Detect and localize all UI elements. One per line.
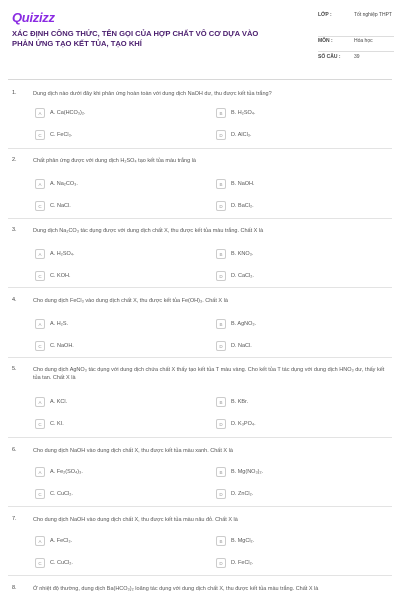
question-text: Ở nhiệt độ thường, dung dịch Ba(HCO₃)₂ loãng tác dụng với dung dịch chất X, thu được kết tủa màu trắng. Chất X là [33, 586, 319, 592]
option-d[interactable] [216, 419, 381, 431]
option-b[interactable] [216, 249, 381, 261]
option-a[interactable] [35, 536, 200, 548]
option-text: B. NaOH. [231, 180, 255, 187]
option-c[interactable] [35, 341, 200, 353]
option-b[interactable] [216, 467, 381, 479]
question-text: Chất phản ứng được với dung dịch H₂SO₄ tạo kết tủa màu trắng là [33, 158, 196, 164]
option-a[interactable] [35, 319, 200, 331]
option-text: C. CuCl₂. [50, 490, 73, 497]
meta-divider [318, 51, 394, 52]
question-divider [8, 148, 392, 149]
option-key-box: B [216, 319, 226, 329]
option-d[interactable] [216, 130, 381, 142]
option-text: B. MgCl₂. [231, 537, 255, 544]
option-text: D. AlCl₃. [231, 131, 252, 138]
subject-label: MÔN : [318, 38, 333, 44]
option-key-box: A [35, 108, 45, 118]
option-key-box: C [35, 489, 45, 499]
meta-divider [318, 36, 394, 37]
option-b[interactable] [216, 179, 381, 191]
count-label: SỐ CÂU : [318, 54, 341, 60]
option-key-box: A [35, 397, 45, 407]
question-text: Cho dung dịch NaOH vào dung dịch chất X, thu được kết tủa màu nâu đỏ. Chất X là [33, 517, 238, 523]
option-key-box: B [216, 179, 226, 189]
option-text: A. KCl. [50, 398, 68, 405]
option-c[interactable] [35, 489, 200, 501]
option-text: D. FeCl₂. [231, 559, 254, 566]
question-number: 5. [12, 366, 17, 372]
option-text: C. CuCl₂. [50, 559, 73, 566]
option-text: D. K₃PO₄. [231, 420, 256, 427]
count-row [318, 54, 392, 66]
option-text: D. CaCl₂. [231, 272, 254, 279]
option-b[interactable] [216, 319, 381, 331]
option-text: B. AgNO₃. [231, 320, 257, 327]
option-d[interactable] [216, 271, 381, 283]
option-key-box: A [35, 467, 45, 477]
option-a[interactable] [35, 397, 200, 409]
question-text: Cho dung dịch AgNO₃ tác dụng với dung dịch chứa chất X thấy tạo kết tủa T màu vàng. Cho kết tủa T tác dụng với dung dịch HNO₃ dư, thấy kết tủa tan. Chất X là [33, 367, 385, 382]
option-key-box: D [216, 271, 226, 281]
question-divider [8, 437, 392, 438]
question-divider [8, 287, 392, 288]
question-number: 3. [12, 227, 17, 233]
option-a[interactable] [35, 467, 200, 479]
option-key-box: D [216, 419, 226, 429]
option-key-box: C [35, 558, 45, 568]
option-text: D. NaCl. [231, 342, 252, 349]
quizizz-logo: Quizizz [12, 10, 55, 25]
question-divider [8, 506, 392, 507]
header-divider [8, 79, 392, 80]
option-c[interactable] [35, 271, 200, 283]
option-b[interactable] [216, 397, 381, 409]
question-text: Cho dung dịch NaOH vào dung dịch chất X, thu được kết tủa màu xanh. Chất X là [33, 448, 233, 454]
question-number: 7. [12, 516, 17, 522]
option-key-box: B [216, 536, 226, 546]
option-a[interactable] [35, 179, 200, 191]
option-key-box: A [35, 536, 45, 546]
question-number: 6. [12, 447, 17, 453]
option-text: C. NaCl. [50, 202, 71, 209]
grade-value: Tốt nghiệp THPT [354, 12, 392, 18]
option-key-box: C [35, 419, 45, 429]
option-key-box: B [216, 108, 226, 118]
count-value: 39 [354, 54, 360, 60]
option-key-box: C [35, 201, 45, 211]
option-d[interactable] [216, 489, 381, 501]
option-text: A. H₂S. [50, 320, 69, 327]
option-key-box: D [216, 201, 226, 211]
question-divider [8, 218, 392, 219]
option-c[interactable] [35, 558, 200, 570]
option-key-box: C [35, 130, 45, 140]
option-key-box: B [216, 397, 226, 407]
option-text: A. Fe₂(SO₄)₃. [50, 468, 83, 475]
option-text: A. FeCl₃. [50, 537, 73, 544]
option-key-box: D [216, 558, 226, 568]
question-divider [8, 357, 392, 358]
option-d[interactable] [216, 558, 381, 570]
question-divider [8, 575, 392, 576]
option-a[interactable] [35, 108, 200, 120]
option-text: B. KNO₃. [231, 250, 254, 257]
option-key-box: A [35, 319, 45, 329]
option-text: A. Ca(HCO₃)₂. [50, 109, 86, 116]
option-text: A. H₂SO₄. [50, 250, 75, 257]
option-key-box: A [35, 179, 45, 189]
option-text: B. Mg(NO₃)₂. [231, 468, 264, 475]
option-key-box: B [216, 249, 226, 259]
option-key-box: A [35, 249, 45, 259]
option-text: D. ZnCl₂. [231, 490, 254, 497]
option-key-box: D [216, 489, 226, 499]
option-b[interactable] [216, 108, 381, 120]
subject-value: Hóa học [354, 38, 373, 44]
option-text: C. KI. [50, 420, 64, 427]
option-a[interactable] [35, 249, 200, 261]
option-c[interactable] [35, 130, 200, 142]
option-text: D. BaCl₂. [231, 202, 254, 209]
question-number: 4. [12, 297, 17, 303]
option-d[interactable] [216, 201, 381, 213]
option-text: C. FeCl₃. [50, 131, 73, 138]
option-key-box: D [216, 341, 226, 351]
question-text: Dung dịch Na₂CO₃ tác dụng được với dung dịch chất X, thu được kết tủa màu trắng. Chất X là [33, 228, 264, 234]
option-text: A. Na₂CO₃. [50, 180, 78, 187]
option-c[interactable] [35, 419, 200, 431]
worksheet-meta [318, 12, 392, 66]
option-text: B. KBr. [231, 398, 249, 405]
option-key-box: C [35, 271, 45, 281]
option-text: C. NaOH. [50, 342, 74, 349]
grade-label: LỚP : [318, 12, 332, 18]
option-text: B. H₂SO₄. [231, 109, 256, 116]
grade-row [318, 12, 392, 38]
option-key-box: C [35, 341, 45, 351]
option-d[interactable] [216, 341, 381, 353]
question-number: 2. [12, 157, 17, 163]
question-number: 1. [12, 90, 17, 96]
option-key-box: D [216, 130, 226, 140]
page-title: XÁC ĐỊNH CÔNG THỨC, TÊN GỌI CỦA HỢP CHẤT VÔ CƠ DỰA VÀO PHẢN ỨNG TẠO KẾT TỦA, TẠO KHÍ [12, 29, 259, 48]
question-text: Cho dung dịch FeCl₃ vào dung dịch chất X, thu được kết tủa Fe(OH)₃. Chất X là [33, 298, 228, 304]
question-text: Dung dịch nào dưới đây khi phản ứng hoàn toàn với dung dịch NaOH dư, thu được kết tủa trắng? [33, 91, 272, 97]
option-text: C. KOH. [50, 272, 71, 279]
question-number: 8. [12, 585, 17, 591]
option-b[interactable] [216, 536, 381, 548]
option-key-box: B [216, 467, 226, 477]
option-c[interactable] [35, 201, 200, 213]
